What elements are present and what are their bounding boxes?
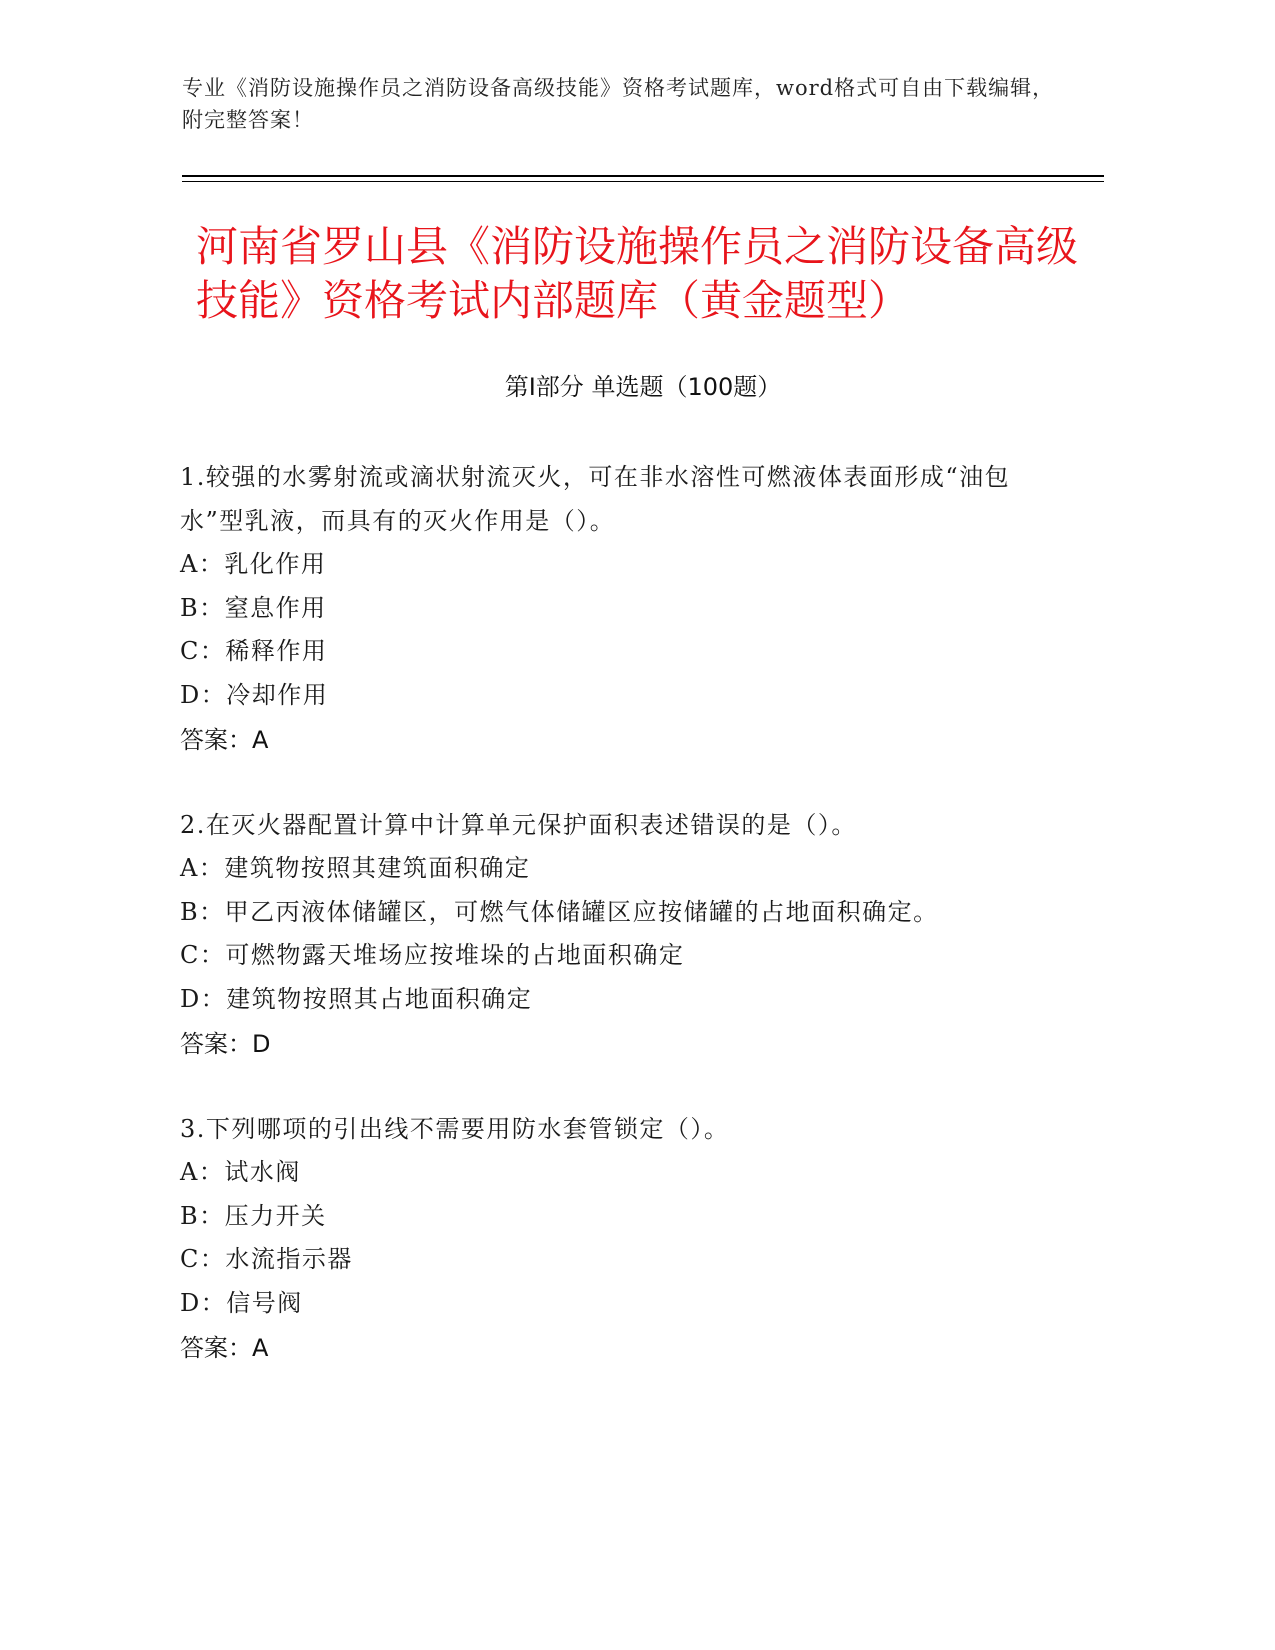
- question-stem: 2.在灭火器配置计算中计算单元保护面积表述错误的是（）。: [180, 811, 857, 839]
- question-stem: 3.下列哪项的引出线不需要用防水套管锁定（）。: [180, 1115, 730, 1143]
- answer: 答案：A: [180, 726, 269, 754]
- option-d: D：冷却作用: [180, 680, 329, 709]
- option-b: B：窒息作用: [180, 593, 327, 622]
- option-c: C：可燃物露天堆场应按堆垛的占地面积确定: [180, 941, 685, 969]
- question-1: [180, 455, 1060, 763]
- question-3: [180, 1107, 1060, 1371]
- option-b: B：压力开关: [180, 1201, 327, 1230]
- question-list: [180, 455, 1060, 1411]
- header-rule-thick: [182, 175, 1104, 177]
- option-d: D：建筑物按照其占地面积确定: [180, 984, 533, 1013]
- option-a: A：乳化作用: [180, 550, 327, 578]
- option-a: A：建筑物按照其建筑面积确定: [180, 854, 531, 882]
- option-c: C：稀释作用: [180, 637, 328, 665]
- question-2: [180, 803, 1060, 1067]
- answer: 答案：A: [180, 1334, 269, 1362]
- header-rule-thin: [182, 181, 1104, 182]
- question-stem: 1.较强的水雾射流或滴状射流灭火，可在非水溶性可燃液体表面形成“油包水”型乳液，而具有的灭火作用是（）。: [180, 463, 1011, 535]
- option-d: D：信号阀: [180, 1288, 303, 1317]
- section-title: 第Ⅰ部分 单选题（100题）: [504, 373, 782, 401]
- document-title: 河南省罗山县《消防设施操作员之消防设备高级技能》资格考试内部题库（黄金题型）: [196, 222, 1079, 325]
- option-b: B：甲乙丙液体储罐区，可燃气体储罐区应按储罐的占地面积确定。: [180, 897, 939, 926]
- option-a: A：试水阀: [180, 1158, 301, 1186]
- option-c: C：水流指示器: [180, 1245, 353, 1273]
- answer: 答案：D: [180, 1030, 271, 1058]
- header-note: 专业《消防设施操作员之消防设备高级技能》资格考试题库，word格式可自由下载编辑，附完整答案！: [182, 76, 1055, 132]
